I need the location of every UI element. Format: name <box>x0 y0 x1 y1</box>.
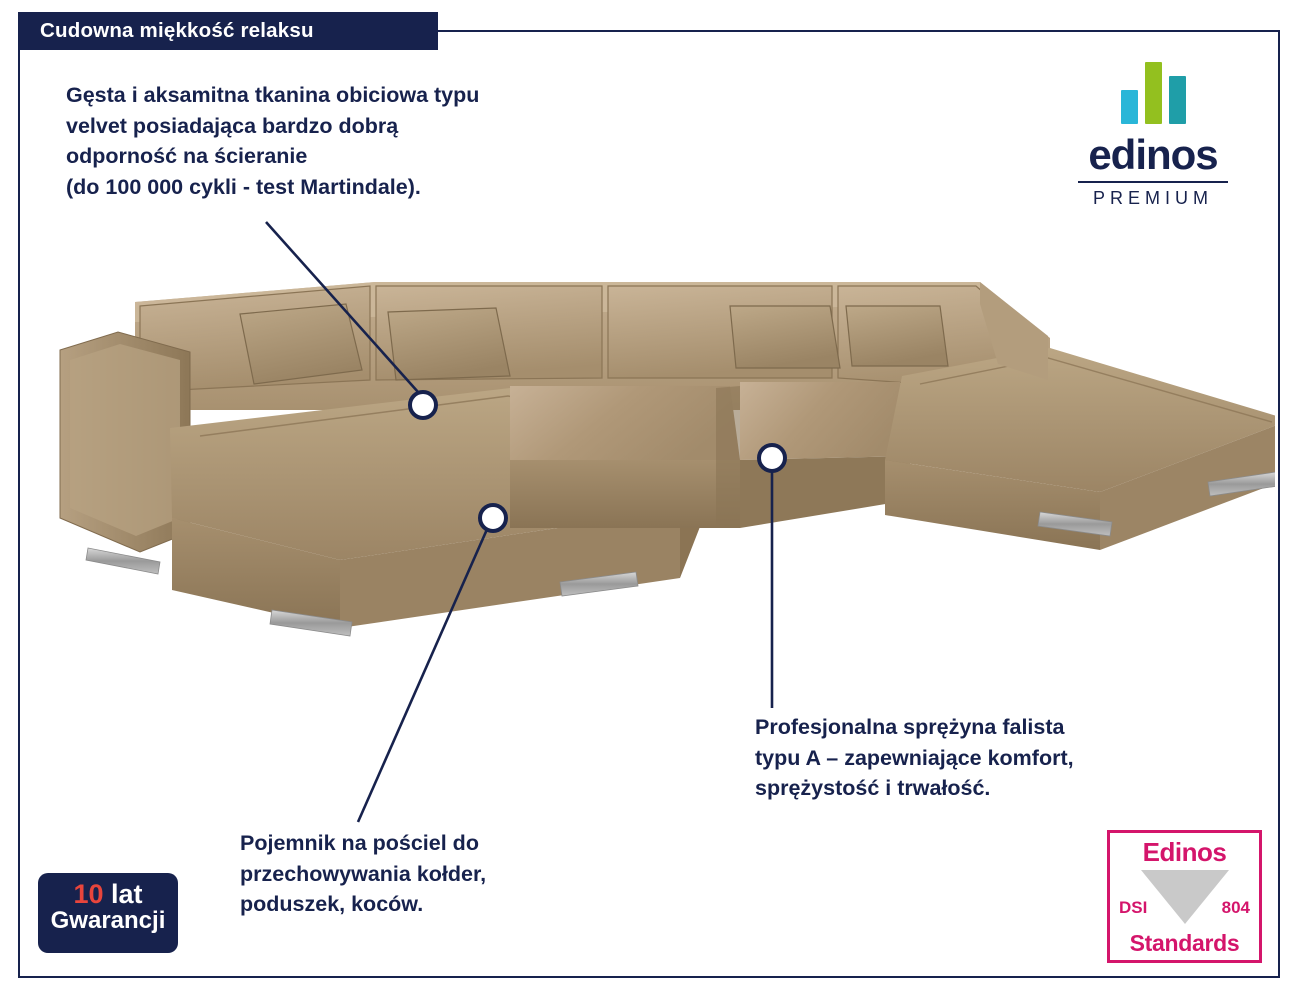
callout-fabric-line-3: odporność na ścieranie <box>66 144 308 169</box>
logo-divider <box>1078 181 1228 183</box>
dsi-code-row <box>1110 898 1259 918</box>
callout-marker-spring <box>757 443 787 473</box>
header-ribbon <box>18 12 438 50</box>
logo-bars-icon <box>1058 52 1248 124</box>
callout-fabric-line-4: (do 100 000 cykli - test Martindale). <box>66 174 421 199</box>
dsi-code-right: 804 <box>1221 898 1250 917</box>
dsi-standards-label: Standards <box>1129 930 1240 956</box>
logo-premium-label: PREMIUM <box>1093 188 1213 208</box>
guarantee-label: Gwarancji <box>50 907 166 935</box>
logo-wordmark: edinos <box>1088 131 1218 178</box>
callout-storage-line-3: poduszek, koców. <box>240 892 424 917</box>
callout-storage-line-1: Pojemnik na pościel do <box>240 831 479 855</box>
guarantee-badge <box>38 873 178 953</box>
page-title: Cudowna miękkość relaksu <box>40 19 314 42</box>
dsi-mark <box>1110 868 1259 928</box>
dsi-brand: Edinos <box>1142 837 1227 867</box>
product-image-sofa <box>40 260 1275 650</box>
callout-fabric-line-2: velvet posiadająca bardzo dobrą <box>66 113 399 138</box>
callout-spring-line-3: sprężystość i trwałość. <box>755 776 991 801</box>
callout-text-fabric <box>66 80 686 202</box>
callout-marker-fabric <box>408 390 438 420</box>
callout-text-spring <box>755 712 1225 804</box>
callout-spring-line-2: typu A – zapewniające komfort, <box>755 745 1074 770</box>
callout-storage-line-2: przechowywania kołder, <box>240 861 487 886</box>
callout-spring-line-1: Profesjonalna sprężyna falista <box>755 715 1065 739</box>
logo-bar-teal <box>1169 76 1186 124</box>
guarantee-years <box>38 880 178 908</box>
dsi-standards-badge <box>1107 830 1262 963</box>
logo-bar-cyan <box>1121 90 1138 124</box>
brand-logo <box>1058 52 1248 209</box>
callout-text-storage <box>240 828 660 920</box>
guarantee-years-word: lat <box>111 879 143 909</box>
logo-bar-green <box>1145 62 1162 124</box>
callout-marker-storage <box>478 503 508 533</box>
callout-fabric-line-1: Gęsta i aksamitna tkanina obiciowa typu <box>66 83 480 107</box>
dsi-code-left: DSI <box>1119 898 1148 917</box>
guarantee-number: 10 <box>73 879 104 909</box>
